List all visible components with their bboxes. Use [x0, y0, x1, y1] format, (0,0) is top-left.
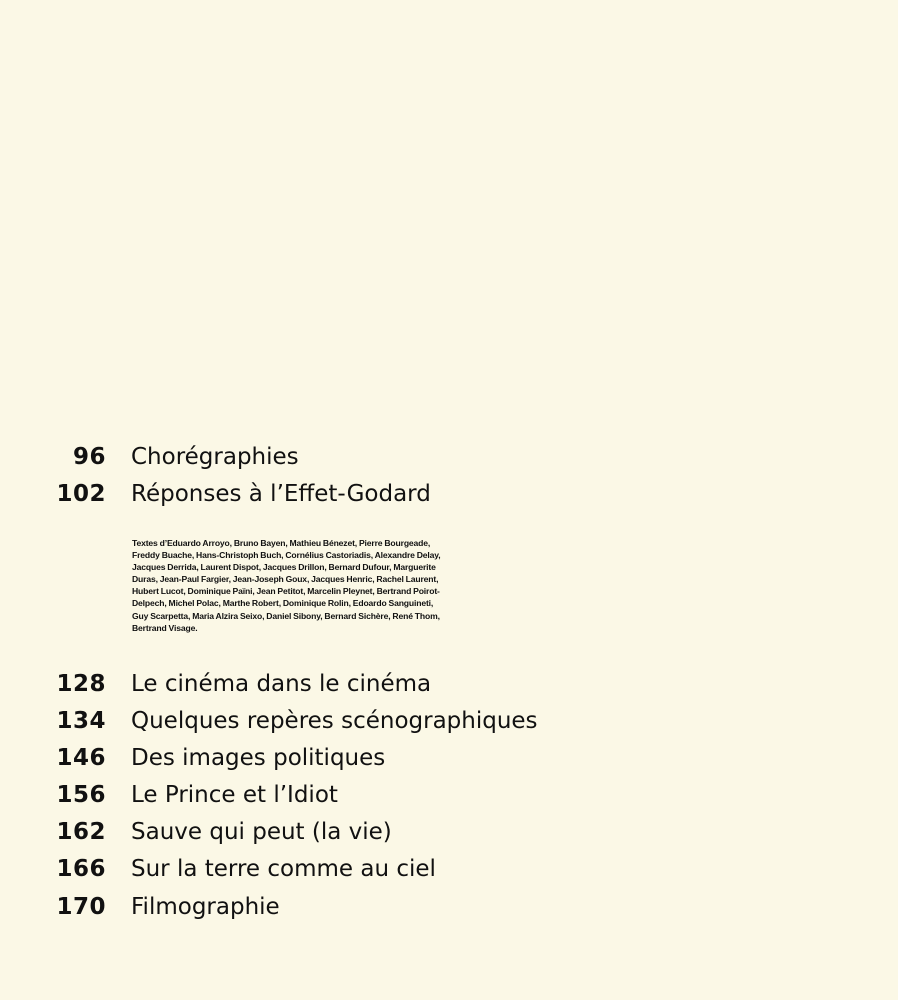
toc-entry-title: Le Prince et l’Idiot — [131, 782, 338, 808]
toc-page-number: 96 — [72, 444, 106, 470]
toc-page-number: 102 — [56, 481, 106, 507]
toc-entry-title: Sauve qui peut (la vie) — [131, 819, 392, 845]
toc-entry-title: Des images politiques — [131, 745, 386, 771]
toc-page-number: 162 — [56, 819, 106, 845]
toc-page-number: 170 — [56, 894, 106, 920]
toc-entry-title: Sur la terre comme au ciel — [131, 856, 436, 882]
toc-page-number: 128 — [56, 671, 106, 697]
contributors-list: Textes d’Eduardo Arroyo, Bruno Bayen, Mathieu Bénezet, Pierre Bourgeade, Freddy Buache, Hans-Christoph Buch, Cornélius Castoriadis, Alexandre Delay, Jacques Derrida, Laurent Dispot, Jacques Drillon, Bernard Dufour, Marguerite Duras, Jean-Paul Fargier, Jean-Joseph Goux, Jacques Henric, Rachel Laurent, Hubert Lucot, Dominique Païni, Jean Petitot, Marcelin Pleynet, Bertrand Poirot-Delpech, Michel Polac, Marthe Robert, Dominique Rolin, Edoardo Sanguineti, Guy Scarpetta, Maria Alzira Seixo, Daniel Sibony, Bernard Sichère, René Thom, Bertrand Visage. — [132, 538, 441, 633]
toc-entry-title: Réponses à l’Effet-Godard — [131, 481, 431, 507]
toc-entry-title: Chorégraphies — [131, 444, 299, 470]
toc-page-number: 156 — [56, 782, 106, 808]
toc-page-number: 134 — [56, 708, 106, 734]
toc-entry-title: Le cinéma dans le cinéma — [131, 671, 432, 697]
toc-entry-title: Filmographie — [131, 894, 280, 920]
toc-page-number: 146 — [56, 745, 106, 771]
toc-page-number: 166 — [56, 856, 106, 882]
toc-entry-title: Quelques repères scénographiques — [131, 708, 538, 734]
